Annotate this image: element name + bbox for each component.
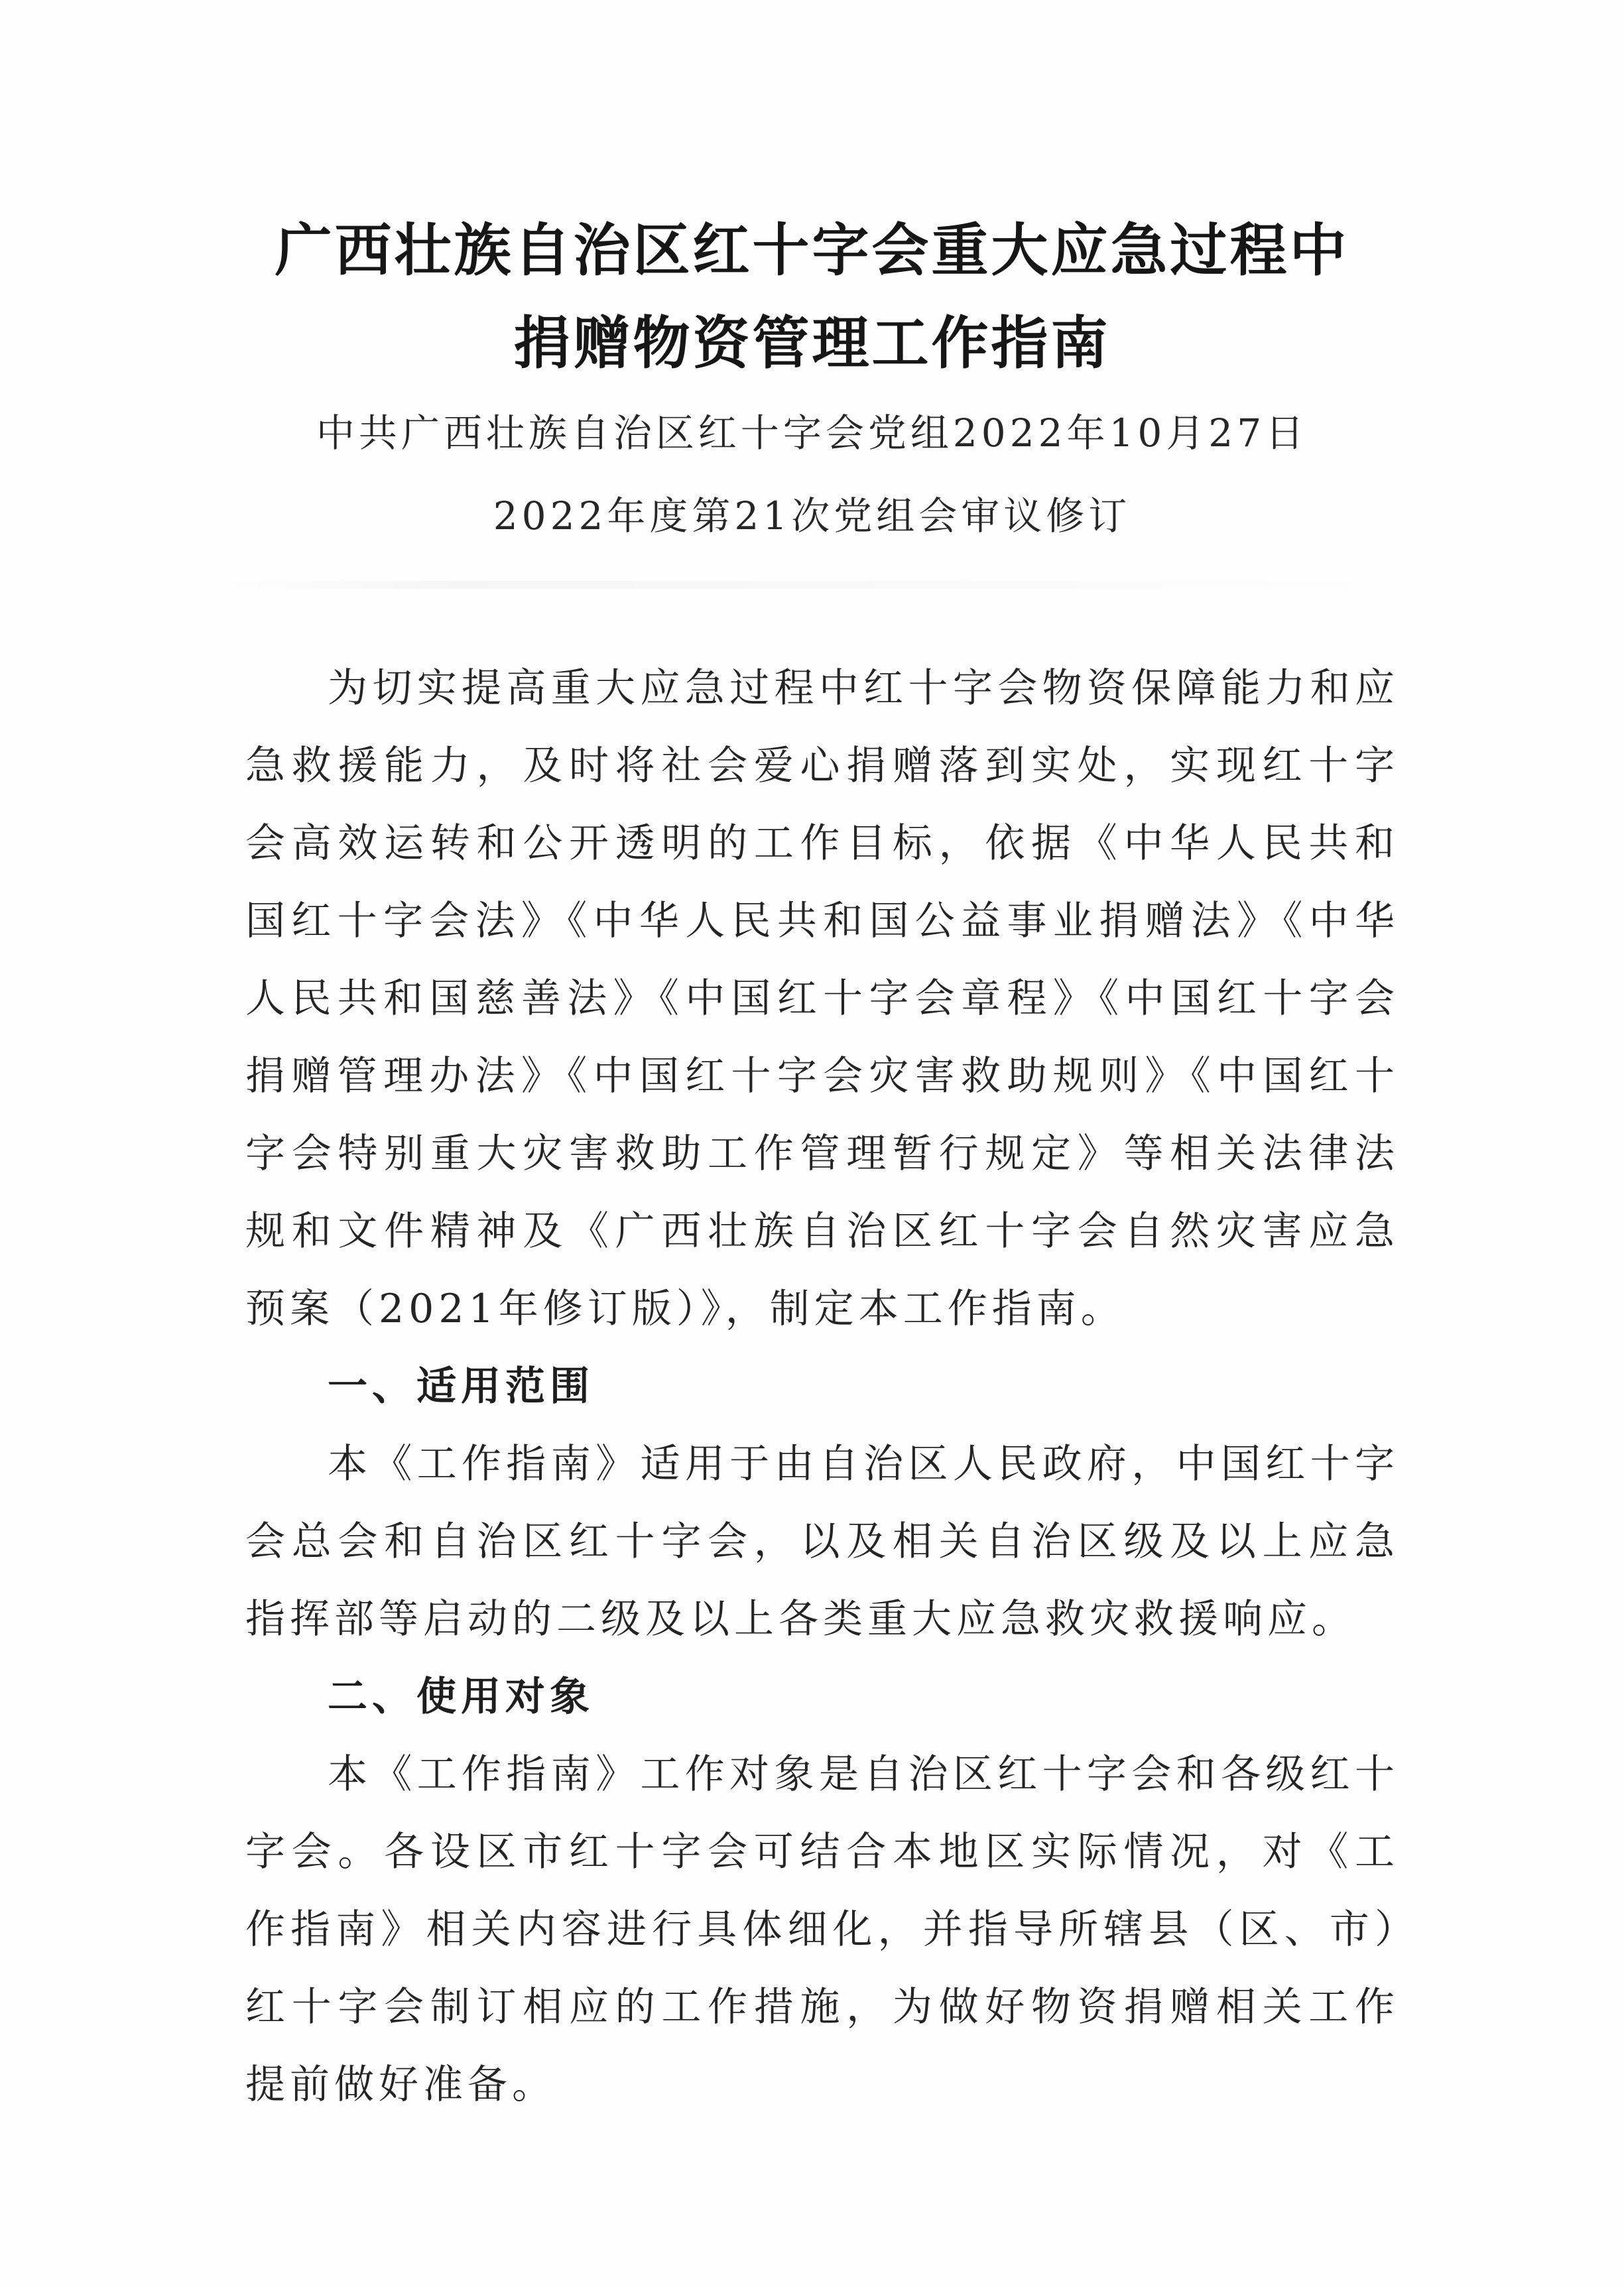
intro-paragraph: 为切实提高重大应急过程中红十字会物资保障能力和应急救援能力，及时将社会爱心捐赠落到实处，实现红十字会高效运转和公开透明的工作目标，依据《中华人民共和国红十字会法》《中华人民共和国公益事业捐赠法》《中华人民共和国慈善法》《中国红十字会章程》《中国红十字会捐赠管理办法》《中国红十字会灾害救助规则》《中国红十字会特别重大灾害救助工作管理暂行规定》等相关法律法规和文件精神及《广西壮族自治区红十字会自然灾害应急预案（2021年修订版）》，制定本工作指南。: [245, 665, 1399, 1332]
section-1-paragraph: 本《工作指南》适用于由自治区人民政府，中国红十字会总会和自治区红十字会，以及相关自治区级及以上应急指挥部等启动的二级及以上各类重大应急救灾救援响应。: [245, 1441, 1399, 1642]
scan-artifact: [219, 581, 1412, 589]
document-title-line-1: 广西壮族自治区红十字会重大应急过程中: [275, 217, 1349, 284]
document-title-line-2: 捐赠物资管理工作指南: [513, 310, 1111, 377]
document-subtitle-line-1: 中共广西壮族自治区红十字会党组2022年10月27日: [316, 410, 1308, 456]
section-2-heading: 二、使用对象: [328, 1674, 594, 1720]
document-body: [245, 650, 1399, 2124]
document-subtitle-line-2: 2022年度第21次党组会审议修订: [493, 493, 1131, 538]
section-1-heading: 一、适用范围: [328, 1363, 594, 1410]
section-2-paragraph: 本《工作指南》工作对象是自治区红十字会和各级红十字会。各设区市红十字会可结合本地区实际情况，对《工作指南》相关内容进行具体细化，并指导所辖县（区、市）红十字会制订相应的工作措施，为做好物资捐赠相关工作提前做好准备。: [245, 1751, 1399, 2108]
